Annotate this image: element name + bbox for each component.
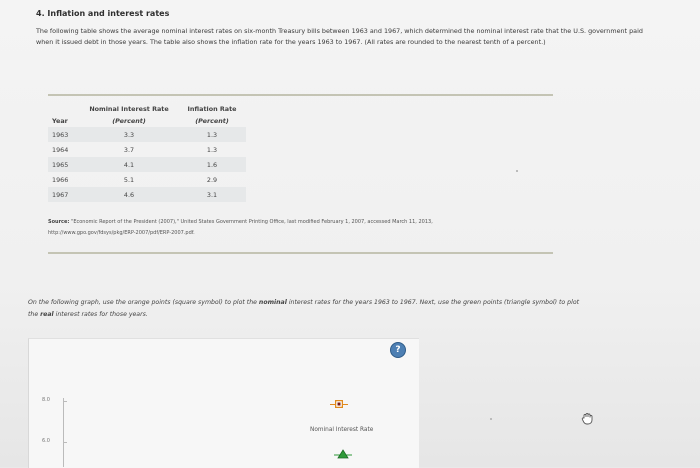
header-nominal-unit: (Percent) <box>112 117 146 125</box>
divider-top <box>48 94 553 96</box>
graph-panel[interactable] <box>28 338 419 468</box>
cell-nominal: 3.7 <box>123 145 135 154</box>
hand-grab-icon[interactable] <box>580 410 596 426</box>
table-header-row <box>48 103 246 115</box>
legend-nominal-label: Nominal Interest Rate <box>310 427 374 433</box>
header-inflation: Inflation Rate <box>187 105 237 113</box>
help-circle-icon[interactable]: ? <box>390 342 406 358</box>
graph-y-axis <box>63 398 64 467</box>
cell-year: 1966 <box>52 175 69 184</box>
y-tick-mark <box>63 442 67 443</box>
question-intro: The following table shows the average nominal interest rates on six-month Treasury bills between 1963 and 1967, which determined the nominal interest rate that the U.S. government paid when it issued debt in those years. The table also shows the inflation rate for the years 1963 to 1967. (All rates are rounded to the nearest tenth of a percent.) <box>36 27 643 46</box>
header-inflation-unit: (Percent) <box>195 117 229 125</box>
source-url[interactable]: http://www.gpo.gov/fdsys/pkg/ERP-2007/pdf/ERP-2007.pdf. <box>48 230 195 236</box>
question-title: 4. Inflation and interest rates <box>36 9 170 18</box>
table-row <box>48 127 246 142</box>
y-tick-label: 6.0 <box>42 438 50 444</box>
y-tick-mark <box>63 401 67 402</box>
cell-nominal: 4.1 <box>80 157 178 172</box>
green-triangle-marker-icon[interactable] <box>334 449 352 459</box>
cell-nominal: 5.1 <box>123 175 135 184</box>
divider-bottom <box>48 252 553 254</box>
cell-inflation: 1.6 <box>178 157 246 172</box>
source-label: Source: <box>48 219 70 225</box>
cell-inflation: 3.1 <box>178 187 246 202</box>
graph-instructions <box>28 297 588 321</box>
cell-nominal: 4.6 <box>80 187 178 202</box>
cell-inflation: 1.3 <box>178 127 246 142</box>
instructions-bold-nominal: nominal <box>258 299 287 306</box>
y-tick-label: 8.0 <box>42 397 50 403</box>
cell-year: 1963 <box>48 127 80 142</box>
table-row <box>48 172 246 187</box>
header-year-blank <box>48 103 80 115</box>
source-citation <box>48 217 568 239</box>
table-subheader-row <box>48 115 246 127</box>
cell-year: 1967 <box>48 187 80 202</box>
cell-year: 1964 <box>52 145 69 154</box>
rates-table <box>48 103 246 202</box>
stray-dot <box>516 170 518 172</box>
orange-square-marker-icon[interactable] <box>335 400 343 408</box>
stray-dot <box>490 418 492 420</box>
instructions-part1: On the following graph, use the orange points (square symbol) to plot the <box>28 299 259 306</box>
instructions-bold-real: real <box>40 311 54 318</box>
cell-inflation: 2.9 <box>206 175 218 184</box>
source-text: "Economic Report of the President (2007)," United States Government Printing Office, last modified February 1, 2007, accessed March 11, 2013, <box>71 219 433 225</box>
table-row <box>48 142 246 157</box>
cell-inflation: 1.3 <box>206 145 218 154</box>
cell-year: 1965 <box>48 157 80 172</box>
cell-nominal: 3.3 <box>80 127 178 142</box>
table-row <box>48 157 246 172</box>
header-nominal: Nominal Interest Rate <box>89 105 169 113</box>
table-row <box>48 187 246 202</box>
header-year: Year <box>52 117 68 125</box>
instructions-part3: interest rates for those years. <box>53 311 148 318</box>
instructions-part2: interest rates for the years 1963 to 1967. Next, use the green points (triangle symbol) to plot the <box>28 299 580 318</box>
